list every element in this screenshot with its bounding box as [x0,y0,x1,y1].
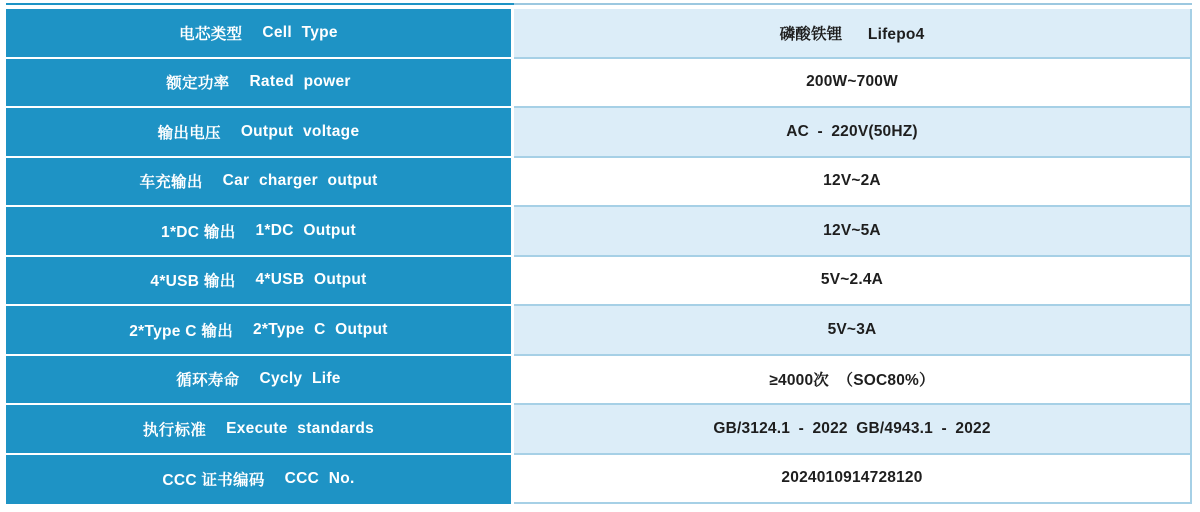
table-row [6,59,1192,109]
spec-table [6,3,1192,504]
spec-value-cell [514,108,1192,158]
spec-value-cell [514,405,1192,455]
spec-value: 5V~2.4A [820,271,884,289]
table-row [6,207,1192,257]
spec-label-en: Car charger output [222,172,378,190]
spec-value-cell [514,306,1192,356]
spec-value: 2024010914728120 [781,469,923,487]
table-row [6,306,1192,356]
spec-label-cn: 额定功率 [166,75,230,93]
spec-label-cell [6,59,511,109]
spec-label-en: Cell Type [262,23,338,41]
spec-label-en: Cycly Life [259,370,341,388]
spec-label-en: Rated power [249,73,351,91]
table-row [6,9,1192,59]
spec-label-cell [6,257,511,307]
spec-label-en: 1*DC Output [255,221,356,239]
spec-value: GB/3124.1 - 2022 GB/4943.1 - 2022 [713,419,991,437]
spec-label-cell [6,306,511,356]
spec-value: 200W~700W [806,73,898,91]
spec-value-cell [514,158,1192,208]
spec-rows [6,9,1192,504]
spec-label-cell [6,405,511,455]
spec-label-en: Output voltage [240,122,360,140]
spec-value-cell [514,9,1192,59]
spec-label-cell [6,108,511,158]
spec-label-cn: 2*Type C 输出 [129,322,233,340]
table-row [6,158,1192,208]
spec-value: ≥4000次 （SOC80%） [769,372,935,390]
table-top-border [6,3,1192,5]
spec-value-cell [514,257,1192,307]
spec-label-cn: 输出电压 [157,124,221,142]
table-row [6,108,1192,158]
table-row [6,356,1192,406]
spec-value-cell [514,455,1192,505]
spec-label-cell [6,356,511,406]
table-row [6,257,1192,307]
spec-label-en: CCC No. [284,470,355,488]
spec-label-cell [6,207,511,257]
spec-label-cn: 4*USB 输出 [150,273,236,291]
spec-label-cn: 1*DC 输出 [161,223,236,241]
spec-value: AC - 220V(50HZ) [786,122,918,140]
spec-label-cn: 执行标准 [142,421,207,439]
spec-value: 12V~5A [823,221,881,239]
spec-value: 5V~3A [827,320,877,338]
table-row [6,405,1192,455]
spec-label-en: 4*USB Output [255,271,367,289]
spec-value-cell [514,59,1192,109]
spec-label-cell [6,455,511,505]
spec-value: 12V~2A [823,172,881,190]
spec-label-en: 2*Type C Output [253,320,388,338]
spec-label-cell [6,158,511,208]
spec-label-cn: CCC 证书编码 [162,472,265,490]
spec-value-cell [514,356,1192,406]
spec-label-cn: 车充输出 [139,174,203,192]
spec-value-cell [514,207,1192,257]
spec-value: 磷酸铁锂 Lifepo4 [779,25,925,43]
spec-label-cn: 电芯类型 [179,25,243,43]
spec-label-cell [6,9,511,59]
spec-label-cn: 循环寿命 [176,372,240,390]
table-row [6,455,1192,505]
spec-label-en: Execute standards [226,419,375,437]
